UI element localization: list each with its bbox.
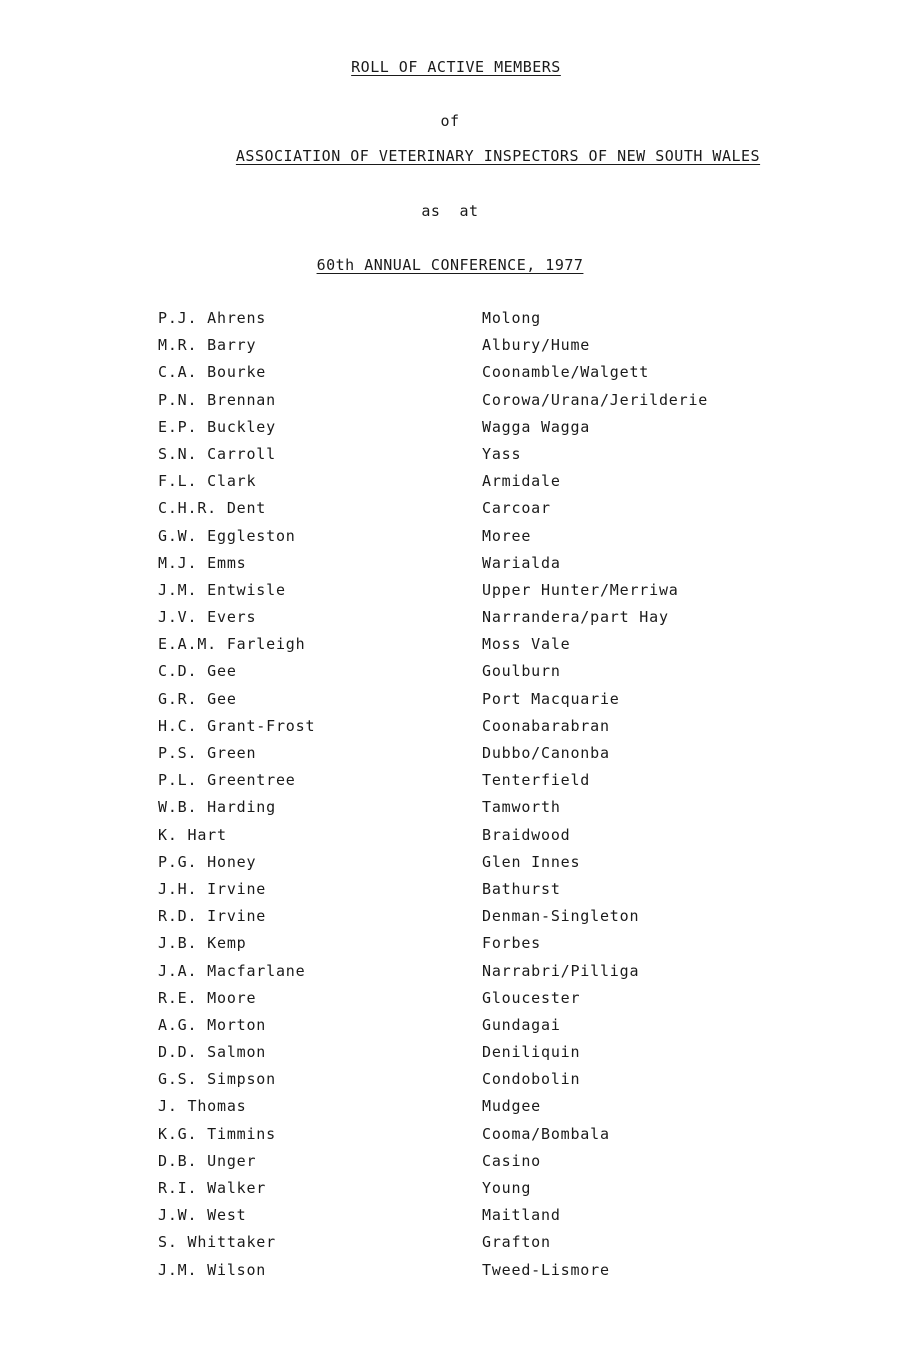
member-district: Warialda — [482, 553, 561, 572]
member-row — [158, 391, 798, 418]
member-name: F.L. Clark — [158, 472, 257, 491]
member-name: P.J. Ahrens — [158, 309, 267, 327]
member-row — [158, 798, 798, 825]
member-name: S. Whittaker — [158, 1233, 276, 1252]
member-name: K. Hart — [158, 825, 227, 844]
member-row — [158, 1070, 798, 1097]
member-name: J.B. Kemp — [158, 934, 247, 953]
member-row — [158, 363, 798, 390]
member-district: Moree — [482, 526, 532, 545]
member-row — [158, 1152, 798, 1179]
member-name: J.V. Evers — [158, 608, 257, 627]
member-row — [158, 907, 798, 934]
member-name: J.A. Macfarlane — [158, 961, 306, 980]
member-row — [158, 690, 798, 717]
member-district: Yass — [482, 444, 522, 463]
member-district: Wagga Wagga — [482, 417, 591, 436]
member-district: Narrandera/part Hay — [482, 608, 669, 627]
member-district: Narrabri/Pilliga — [482, 961, 640, 980]
title-connector-of — [0, 112, 900, 130]
member-name: P.G. Honey — [158, 852, 257, 871]
member-district: Glen Innes — [482, 852, 581, 871]
member-row — [158, 472, 798, 499]
member-row — [158, 962, 798, 989]
member-row — [158, 1233, 798, 1260]
member-row — [158, 336, 798, 363]
member-row — [158, 608, 798, 635]
member-row — [158, 527, 798, 554]
member-district: Young — [482, 1179, 532, 1197]
member-row — [158, 1206, 798, 1233]
member-name: P.N. Brennan — [158, 390, 276, 409]
member-name: D.B. Unger — [158, 1151, 257, 1170]
member-name: M.J. Emms — [158, 553, 247, 572]
member-district: Armidale — [482, 472, 561, 491]
member-name: D.D. Salmon — [158, 1043, 267, 1062]
member-row — [158, 581, 798, 608]
member-row — [158, 499, 798, 526]
member-district: Corowa/Urana/Jerilderie — [482, 390, 709, 409]
member-row — [158, 1261, 798, 1288]
member-name: G.S. Simpson — [158, 1070, 276, 1089]
member-row — [158, 1016, 798, 1043]
member-roll-list — [158, 309, 798, 1288]
member-row — [158, 1125, 798, 1152]
association-name — [48, 147, 900, 165]
member-row — [158, 826, 798, 853]
conference-title-text: 60th ANNUAL CONFERENCE, 1977 — [316, 256, 584, 274]
member-district: Port Macquarie — [482, 689, 620, 708]
title-connector-of-text: of — [440, 112, 460, 130]
member-name: J.M. Wilson — [158, 1260, 267, 1279]
member-name: M.R. Barry — [158, 336, 257, 355]
member-row — [158, 717, 798, 744]
member-name: C.H.R. Dent — [158, 499, 267, 518]
member-district: Mudgee — [482, 1097, 541, 1116]
member-district: Molong — [482, 309, 541, 327]
member-row — [158, 445, 798, 472]
member-name: W.B. Harding — [158, 798, 276, 817]
member-name: E.A.M. Farleigh — [158, 635, 306, 654]
member-district: Braidwood — [482, 825, 571, 844]
member-district: Cooma/Bombala — [482, 1124, 610, 1143]
member-name: K.G. Timmins — [158, 1124, 276, 1143]
member-district: Tamworth — [482, 798, 561, 817]
member-district: Grafton — [482, 1233, 551, 1252]
member-name: J.H. Irvine — [158, 879, 267, 898]
member-row — [158, 662, 798, 689]
member-district: Casino — [482, 1151, 541, 1170]
association-name-text: ASSOCIATION OF VETERINARY INSPECTORS OF NEW SOUTH WALES — [235, 147, 761, 165]
member-district: Bathurst — [482, 879, 561, 898]
member-row — [158, 989, 798, 1016]
member-name: J.W. West — [158, 1206, 247, 1225]
member-name: J. Thomas — [158, 1097, 247, 1116]
member-district: Gundagai — [482, 1015, 561, 1034]
member-row — [158, 880, 798, 907]
member-district: Denman-Singleton — [482, 907, 640, 926]
member-name: H.C. Grant-Frost — [158, 716, 316, 735]
document-title-text: ROLL OF ACTIVE MEMBERS — [351, 58, 561, 76]
member-row — [158, 309, 798, 336]
member-row — [158, 853, 798, 880]
member-name: P.L. Greentree — [158, 771, 296, 790]
member-name: G.W. Eggleston — [158, 526, 296, 545]
member-row — [158, 934, 798, 961]
conference-title — [0, 256, 900, 274]
member-district: Dubbo/Canonba — [482, 744, 610, 762]
member-row — [158, 418, 798, 445]
member-name: S.N. Carroll — [158, 444, 276, 463]
member-name: R.E. Moore — [158, 988, 257, 1007]
member-name: P.S. Green — [158, 744, 257, 762]
member-row — [158, 635, 798, 662]
member-name: E.P. Buckley — [158, 417, 276, 436]
member-name: C.D. Gee — [158, 662, 237, 681]
member-name: R.D. Irvine — [158, 907, 267, 926]
member-district: Tenterfield — [482, 771, 591, 790]
member-district: Condobolin — [482, 1070, 581, 1089]
member-row — [158, 1097, 798, 1124]
member-district: Moss Vale — [482, 635, 571, 654]
member-row — [158, 744, 798, 771]
document-title — [6, 58, 900, 76]
member-name: A.G. Morton — [158, 1015, 267, 1034]
member-district: Deniliquin — [482, 1043, 581, 1062]
member-district: Upper Hunter/Merriwa — [482, 580, 679, 599]
member-row — [158, 1043, 798, 1070]
member-district: Tweed-Lismore — [482, 1260, 610, 1279]
member-district: Goulburn — [482, 662, 561, 681]
title-connector-as-at-text: as at — [421, 202, 479, 220]
member-district: Carcoar — [482, 499, 551, 518]
member-row — [158, 1179, 798, 1206]
member-row — [158, 554, 798, 581]
member-district: Albury/Hume — [482, 336, 591, 355]
member-district: Forbes — [482, 934, 541, 953]
member-district: Maitland — [482, 1206, 561, 1225]
member-district: Coonabarabran — [482, 716, 610, 735]
member-district: Gloucester — [482, 988, 581, 1007]
title-connector-as-at — [0, 202, 900, 220]
member-name: G.R. Gee — [158, 689, 237, 708]
member-name: C.A. Bourke — [158, 363, 267, 382]
member-row — [158, 771, 798, 798]
member-name: R.I. Walker — [158, 1179, 267, 1197]
member-name: J.M. Entwisle — [158, 580, 286, 599]
member-district: Coonamble/Walgett — [482, 363, 650, 382]
